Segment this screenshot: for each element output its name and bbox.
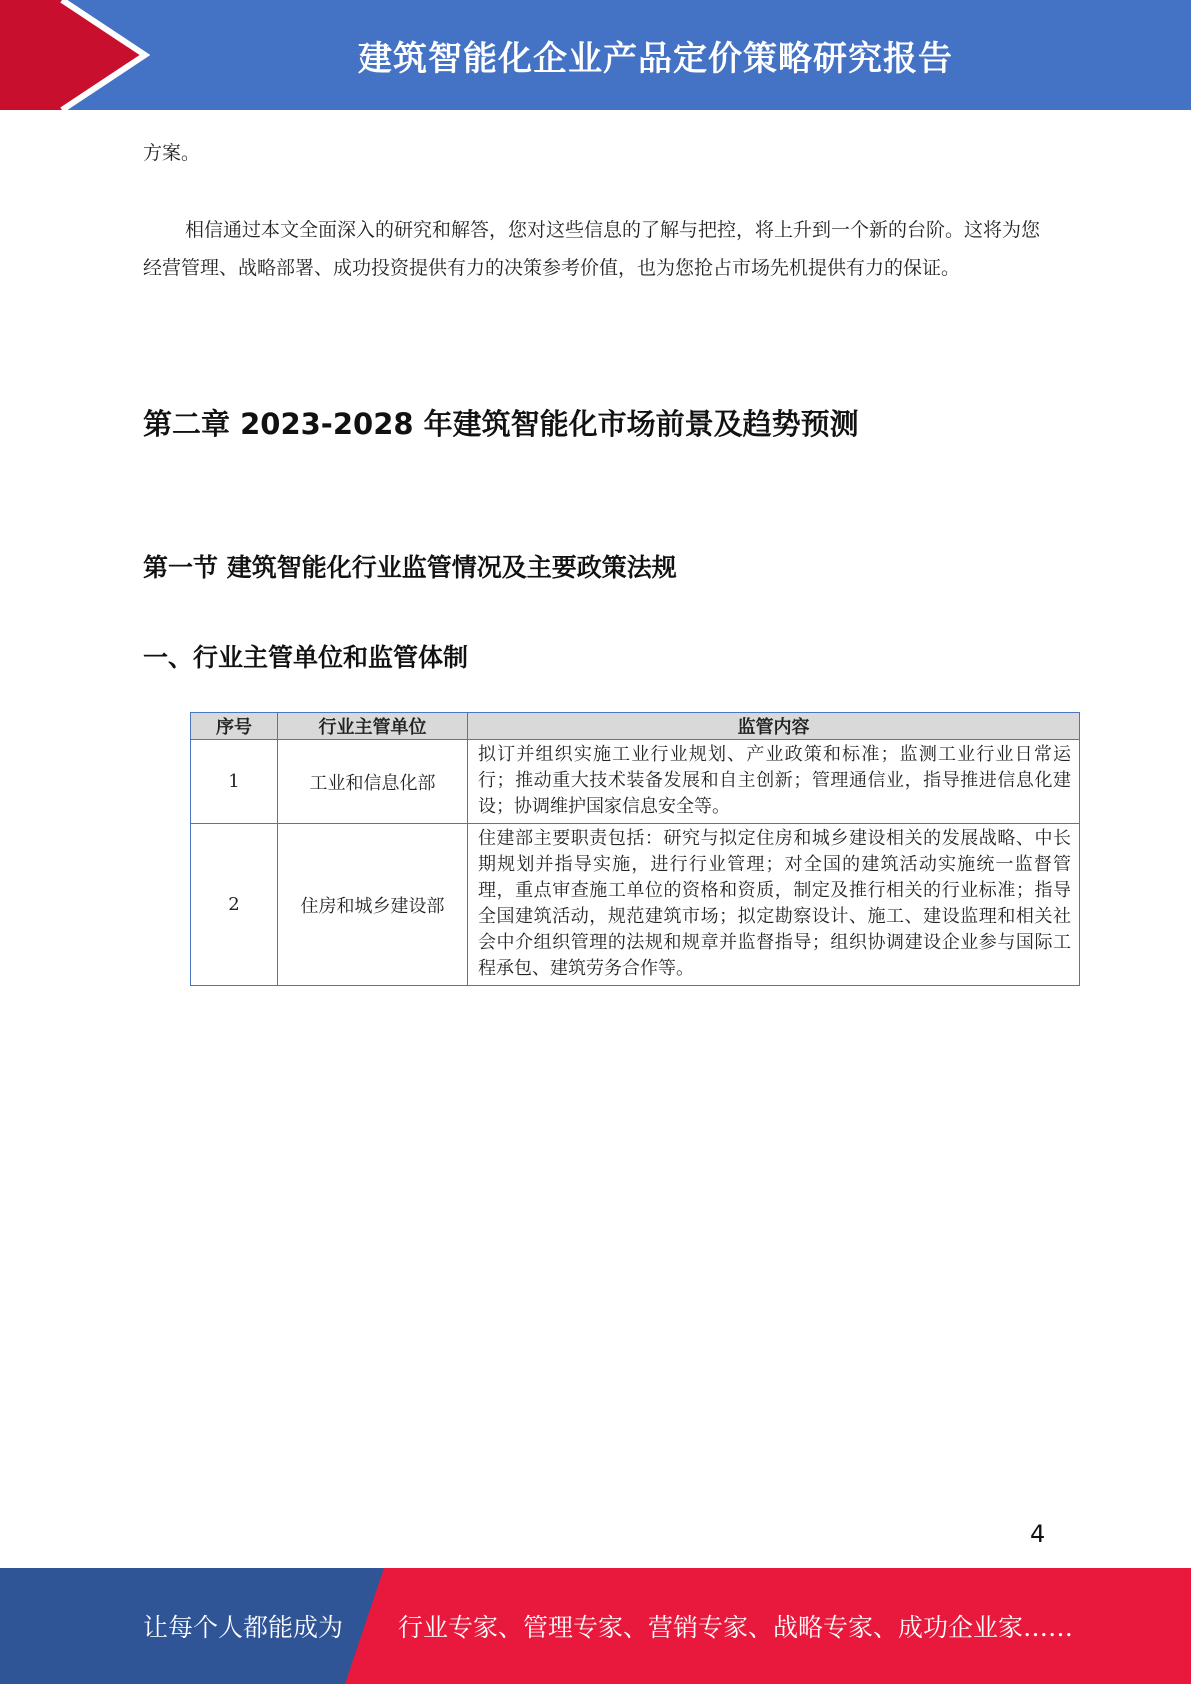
- header-chevron-decoration: [0, 0, 150, 110]
- section-title: 第一节 建筑智能化行业监管情况及主要政策法规: [143, 553, 677, 582]
- row-num: 1: [191, 740, 278, 824]
- table-row: [191, 824, 1080, 986]
- row-content: 住建部主要职责包括：研究与拟定住房和城乡建设相关的发展战略、中长期规划并指导实施，进行行业管理；对全国的建筑活动实施统一监督管理，重点审查施工单位的资格和资质，制定及推行相关的行业标准；指导全国建筑活动，规范建筑市场；拟定勘察设计、施工、建设监理和相关社会中介组织管理的法规和规章并监督指导；组织协调建设企业参与国际工程承包、建筑劳务合作等。: [468, 824, 1080, 986]
- footer-slogan-left: 让每个人都能成为: [143, 1613, 344, 1642]
- table-header-row: [191, 713, 1080, 740]
- footer-banner: [0, 1568, 1191, 1684]
- row-content: 拟订并组织实施工业行业规划、产业政策和标准；监测工业行业日常运行；推动重大技术装备发展和自主创新；管理通信业，指导推进信息化建设；协调维护国家信息安全等。: [468, 740, 1080, 824]
- header-content: 监管内容: [468, 713, 1080, 740]
- regulator-table: [190, 712, 1080, 986]
- header-unit: 行业主管单位: [278, 713, 468, 740]
- row-unit: 工业和信息化部: [278, 740, 468, 824]
- footer-slogan-right: 行业专家、管理专家、营销专家、战略专家、成功企业家……: [398, 1613, 1074, 1642]
- header-num: 序号: [191, 713, 278, 740]
- intro-paragraph: 相信通过本文全面深入的研究和解答，您对这些信息的了解与把控，将上升到一个新的台阶。这将为您经营管理、战略部署、成功投资提供有力的决策参考价值，也为您抢占市场先机提供有力的保证。: [143, 219, 1041, 279]
- continuation-text: 方案。: [143, 142, 201, 164]
- page-number: 4: [1030, 1520, 1046, 1548]
- subsection-title: 一、行业主管单位和监管体制: [143, 643, 469, 672]
- row-unit: 住房和城乡建设部: [278, 824, 468, 986]
- header-banner: [0, 0, 1191, 110]
- table-row: [191, 740, 1080, 824]
- row-num: 2: [191, 824, 278, 986]
- report-title: 建筑智能化企业产品定价策略研究报告: [358, 38, 953, 79]
- chapter-title: 第二章 2023-2028 年建筑智能化市场前景及趋势预测: [143, 407, 859, 441]
